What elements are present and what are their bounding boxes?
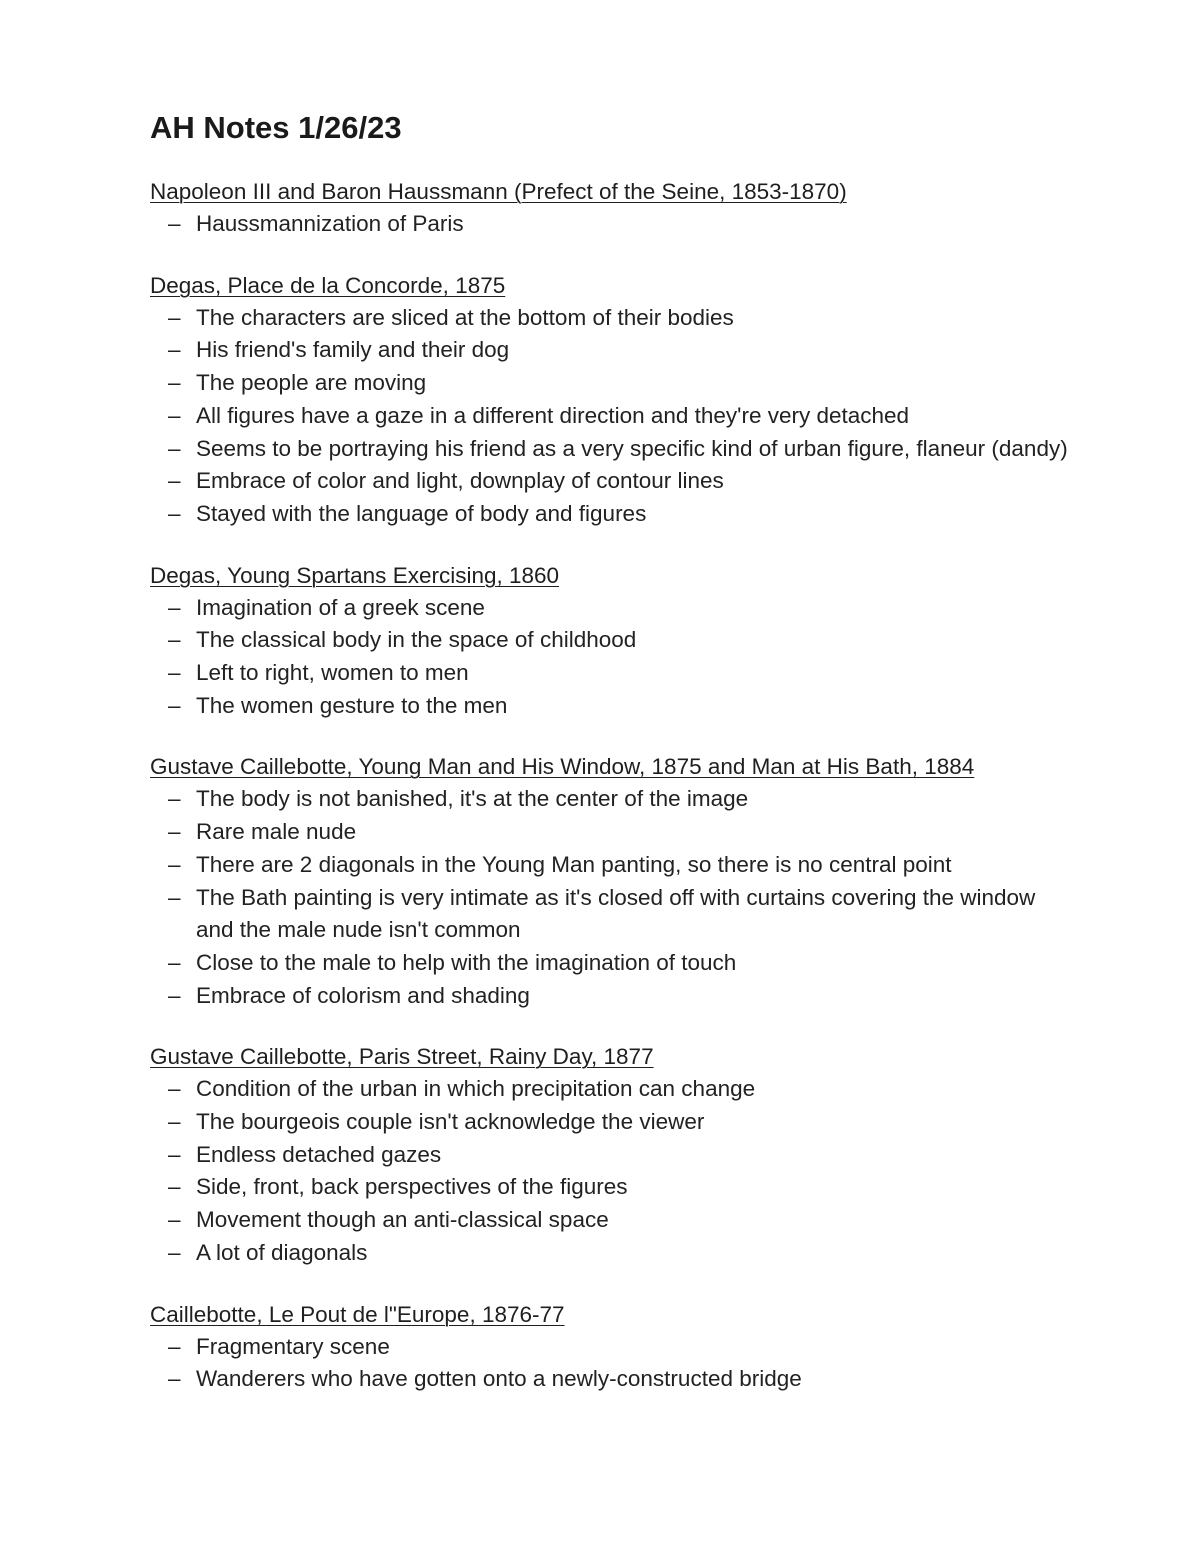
list-item xyxy=(150,816,1070,849)
section-heading: Caillebotte, Le Pout de l"Europe, 1876-77 xyxy=(150,1301,565,1327)
bullet-text: The bourgeois couple isn't acknowledge the viewer xyxy=(196,1109,705,1135)
list-item xyxy=(150,1171,1070,1204)
bullet-list xyxy=(150,1073,1070,1269)
list-item xyxy=(150,849,1070,882)
bullet-dash-icon: – xyxy=(168,949,181,975)
bullet-dash-icon: – xyxy=(168,851,181,877)
bullet-dash-icon: – xyxy=(168,211,181,236)
bullet-text: Imagination of a greek scene xyxy=(196,594,485,620)
bullet-dash-icon: – xyxy=(168,627,181,653)
bullet-list xyxy=(150,783,1070,1012)
list-item xyxy=(150,367,1070,400)
bullet-dash-icon: – xyxy=(168,370,181,396)
bullet-text: Movement though an anti-classical space xyxy=(196,1207,609,1233)
note-section xyxy=(150,1299,1070,1396)
bullet-list xyxy=(150,302,1070,531)
note-section xyxy=(150,751,1070,1012)
section-heading: Degas, Place de la Concorde, 1875 xyxy=(150,272,506,298)
document-page xyxy=(150,108,1070,1425)
bullet-text: Condition of the urban in which precipitation can change xyxy=(196,1076,756,1102)
section-heading: Gustave Caillebotte, Paris Street, Rainy Day, 1877 xyxy=(150,1044,654,1070)
list-item xyxy=(150,624,1070,657)
section-heading: Gustave Caillebotte, Young Man and His Window, 1875 and Man at His Bath, 1884 xyxy=(150,754,975,780)
bullet-dash-icon: – xyxy=(168,692,181,718)
list-item xyxy=(150,592,1070,625)
bullet-text: Wanderers who have gotten onto a newly-constructed bridge xyxy=(196,1366,802,1392)
list-item xyxy=(150,690,1070,723)
list-item xyxy=(150,882,1070,947)
bullet-text: Left to right, women to men xyxy=(196,660,469,686)
bullet-text: The women gesture to the men xyxy=(196,692,508,718)
bullet-text: Rare male nude xyxy=(196,819,357,845)
bullet-text: There are 2 diagonals in the Young Man panting, so there is no central point xyxy=(196,851,952,877)
section-heading: Napoleon III and Baron Haussmann (Prefect of the Seine, 1853-1870) xyxy=(150,179,847,204)
list-item xyxy=(150,1204,1070,1237)
bullet-text: Fragmentary scene xyxy=(196,1333,390,1359)
bullet-text: The characters are sliced at the bottom of their bodies xyxy=(196,304,734,330)
list-item xyxy=(150,465,1070,498)
bullet-text: The Bath painting is very intimate as it's closed off with curtains covering the window and the male nude isn't common xyxy=(196,884,1036,943)
bullet-text: Haussmannization of Paris xyxy=(196,211,464,236)
section-heading: Degas, Young Spartans Exercising, 1860 xyxy=(150,562,560,588)
bullet-text: Embrace of color and light, downplay of contour lines xyxy=(196,468,724,494)
list-item xyxy=(150,1363,1070,1396)
bullet-text: Close to the male to help with the imagination of touch xyxy=(196,949,737,975)
bullet-dash-icon: – xyxy=(168,1141,181,1167)
list-item xyxy=(150,947,1070,980)
bullet-dash-icon: – xyxy=(168,1109,181,1135)
bullet-text: His friend's family and their dog xyxy=(196,337,510,363)
list-item xyxy=(150,334,1070,367)
bullet-dash-icon: – xyxy=(168,884,181,910)
bullet-dash-icon: – xyxy=(168,304,181,330)
bullet-text: Embrace of colorism and shading xyxy=(196,982,530,1008)
bullet-dash-icon: – xyxy=(168,1207,181,1233)
list-item xyxy=(150,1139,1070,1172)
bullet-list xyxy=(150,208,1070,241)
bullet-dash-icon: – xyxy=(168,468,181,494)
list-item xyxy=(150,302,1070,335)
list-item xyxy=(150,433,1070,466)
list-item xyxy=(150,657,1070,690)
bullet-dash-icon: – xyxy=(168,500,181,526)
bullet-list xyxy=(150,1331,1070,1396)
document-title: AH Notes 1/26/23 xyxy=(150,110,402,145)
bullet-dash-icon: – xyxy=(168,819,181,845)
bullet-dash-icon: – xyxy=(168,337,181,363)
bullet-list xyxy=(150,592,1070,723)
bullet-dash-icon: – xyxy=(168,660,181,686)
list-item xyxy=(150,498,1070,531)
bullet-text: Stayed with the language of body and figures xyxy=(196,500,647,526)
bullet-text: Seems to be portraying his friend as a very specific kind of urban figure, flaneur (dandy) xyxy=(196,435,1068,461)
bullet-dash-icon: – xyxy=(168,1174,181,1200)
bullet-text: Side, front, back perspectives of the figures xyxy=(196,1174,628,1200)
bullet-text: The body is not banished, it's at the center of the image xyxy=(196,786,749,812)
bullet-dash-icon: – xyxy=(168,594,181,620)
bullet-dash-icon: – xyxy=(168,402,181,428)
bullet-text: The people are moving xyxy=(196,370,427,396)
bullet-text: The classical body in the space of childhood xyxy=(196,627,637,653)
bullet-dash-icon: – xyxy=(168,1076,181,1102)
bullet-dash-icon: – xyxy=(168,1333,181,1359)
list-item xyxy=(150,1106,1070,1139)
bullet-dash-icon: – xyxy=(168,435,181,461)
list-item xyxy=(150,980,1070,1013)
note-section xyxy=(150,560,1070,723)
bullet-dash-icon: – xyxy=(168,982,181,1008)
list-item xyxy=(150,400,1070,433)
bullet-dash-icon: – xyxy=(168,1366,181,1392)
bullet-dash-icon: – xyxy=(168,1239,181,1265)
notes-body xyxy=(150,176,1070,1396)
note-section xyxy=(150,176,1070,241)
list-item xyxy=(150,1331,1070,1364)
note-section xyxy=(150,1041,1070,1269)
list-item xyxy=(150,1237,1070,1270)
bullet-text: All figures have a gaze in a different direction and they're very detached xyxy=(196,402,910,428)
list-item xyxy=(150,208,1070,241)
note-section xyxy=(150,270,1070,531)
bullet-dash-icon: – xyxy=(168,786,181,812)
list-item xyxy=(150,783,1070,816)
bullet-text: Endless detached gazes xyxy=(196,1141,442,1167)
bullet-text: A lot of diagonals xyxy=(196,1239,368,1265)
list-item xyxy=(150,1073,1070,1106)
